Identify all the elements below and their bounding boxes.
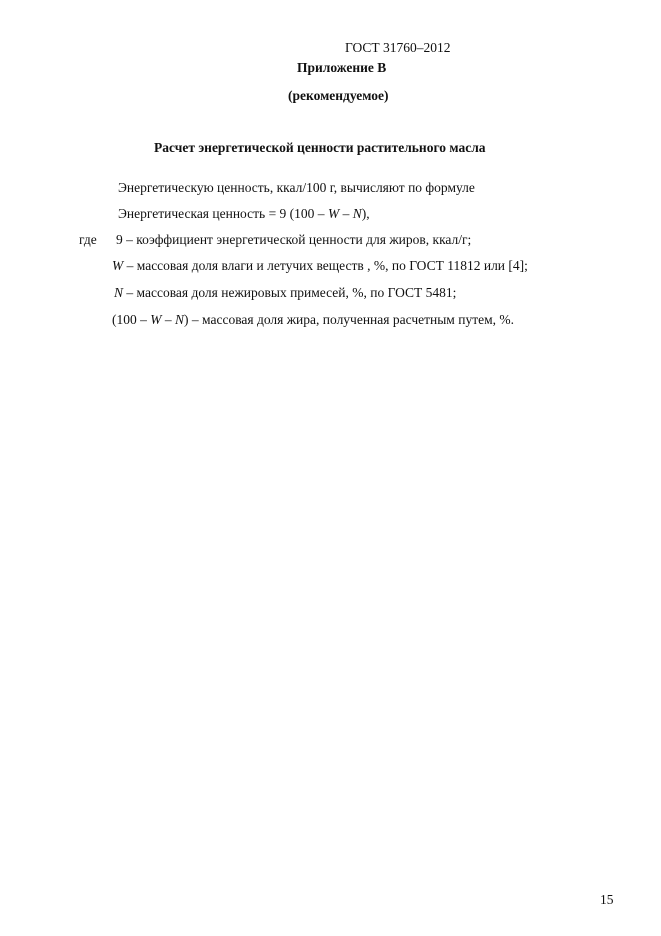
definition-fat [112, 313, 514, 327]
formula-suffix: ), [361, 206, 370, 221]
definition-fat-dash: – [161, 312, 175, 327]
definition-fat-text: ) – массовая доля жира, полученная расчетным путем, %. [184, 312, 514, 327]
definition-fat-w: W [150, 312, 162, 327]
formula-var-n: N [352, 206, 362, 221]
formula-var-w: W [327, 206, 340, 221]
definition-coefficient: 9 – коэффициент энергетической ценности для жиров, ккал/г; [116, 232, 472, 247]
page-number: 15 [600, 892, 614, 907]
definition-fat-prefix: (100 – [112, 312, 151, 327]
definition-n-var: N [114, 285, 124, 300]
definition-fat-n: N [175, 312, 185, 327]
definition-w [112, 259, 528, 273]
standard-code: ГОСТ 31760–2012 [345, 40, 451, 55]
section-heading: Расчет энергетической ценности растительного масла [154, 140, 486, 155]
formula-dash: – [339, 206, 353, 221]
appendix-title: Приложение В [297, 60, 387, 75]
appendix-subtitle: (рекомендуемое) [288, 88, 389, 103]
intro-paragraph: Энергетическую ценность, ккал/100 г, вычисляют по формуле [118, 180, 475, 195]
where-label: где [79, 232, 97, 247]
energy-formula [118, 207, 370, 221]
formula-prefix: Энергетическая ценность = 9 (100 – [118, 206, 328, 221]
definition-n [114, 286, 456, 300]
definition-n-text: – массовая доля нежировых примесей, %, по ГОСТ 5481; [123, 285, 457, 300]
definition-w-var: W [112, 258, 124, 273]
definition-w-text: – массовая доля влаги и летучих веществ , %, по ГОСТ 11812 или [4]; [123, 258, 528, 273]
